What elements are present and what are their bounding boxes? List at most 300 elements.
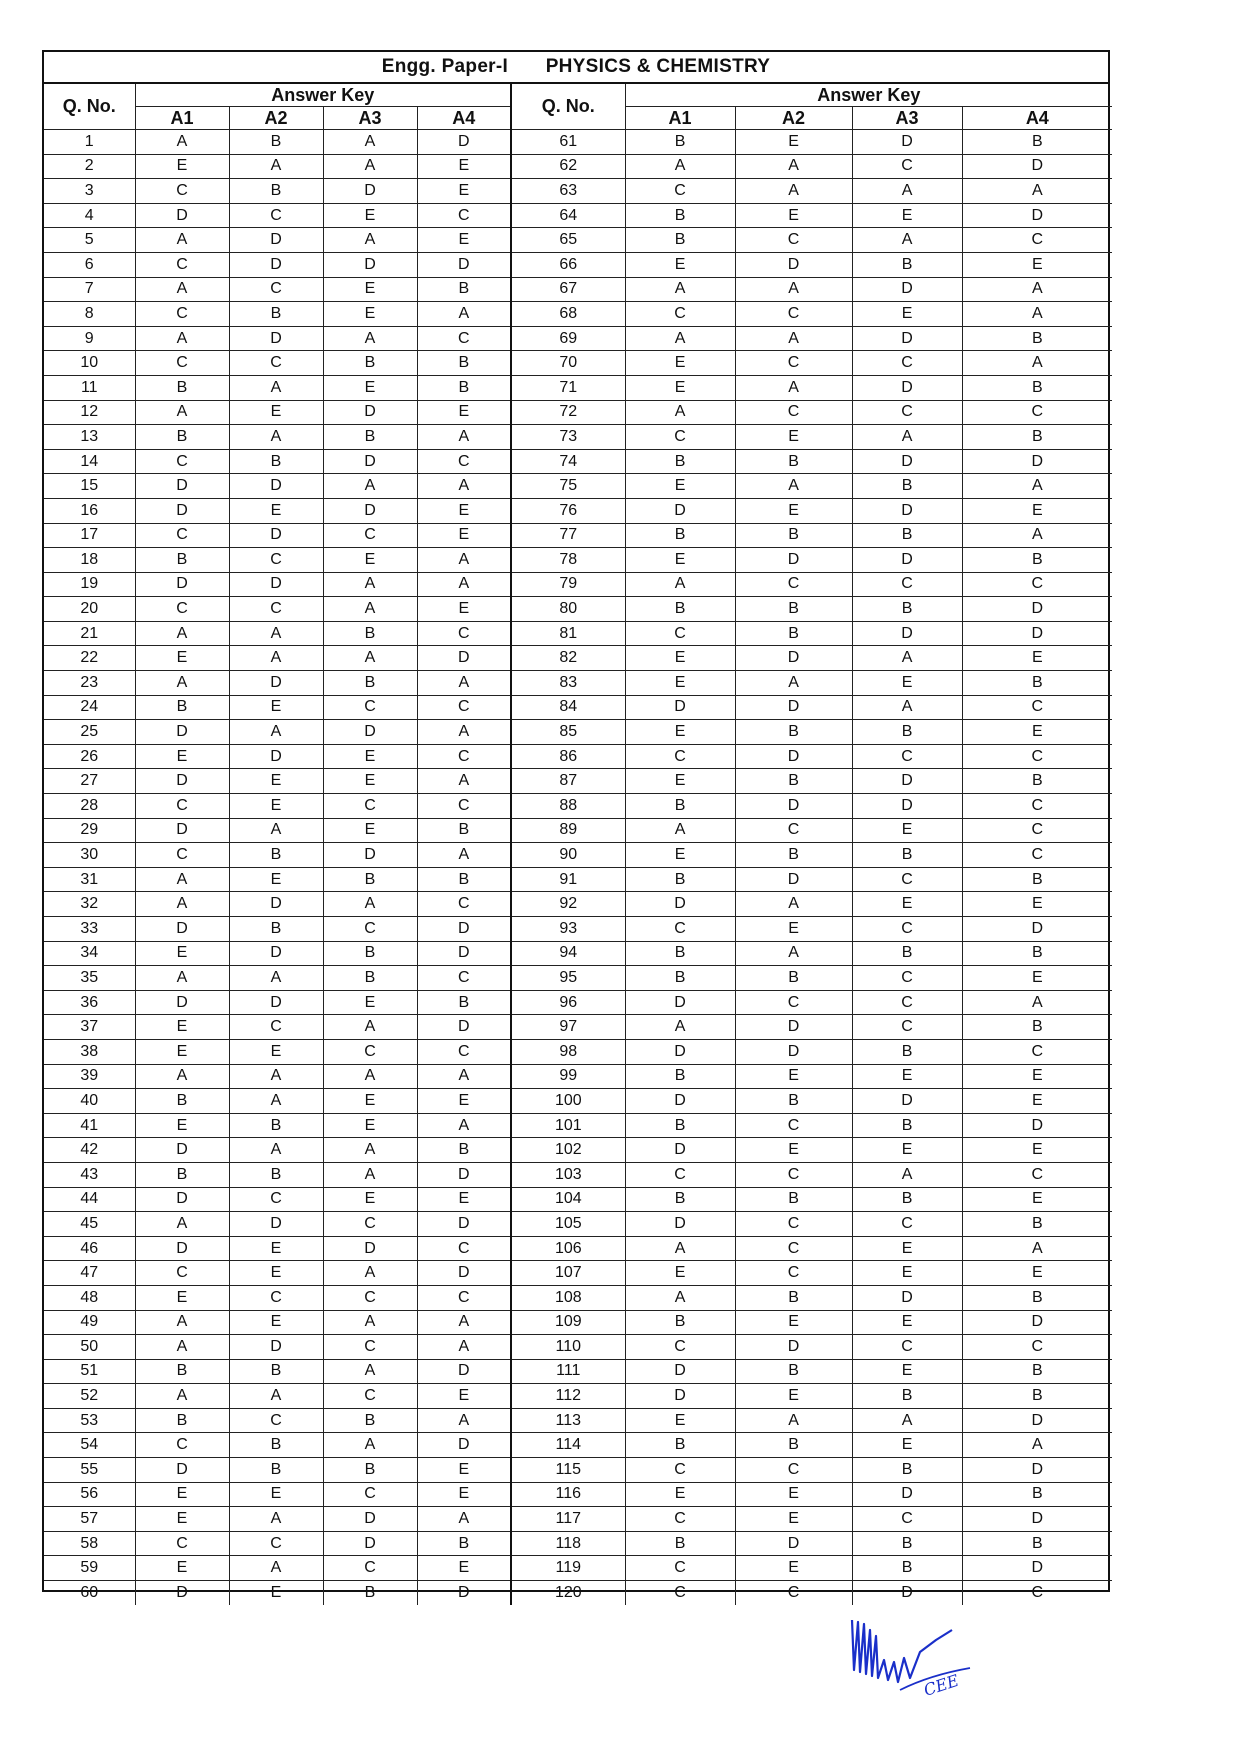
answer-a1: C [135,449,229,474]
answer-a3: A [323,1359,417,1384]
answer-a3: C [323,1335,417,1360]
answer-a4: E [417,1384,511,1409]
answer-a3: B [323,351,417,376]
question-number: 95 [511,966,625,991]
answer-a1: A [135,228,229,253]
answer-a2: C [735,1212,852,1237]
answer-a1: C [625,621,735,646]
question-number: 52 [44,1384,135,1409]
question-number: 101 [511,1113,625,1138]
answer-a3: E [323,548,417,573]
answer-a4: D [962,597,1112,622]
answer-a4: C [962,1162,1112,1187]
answer-a4: B [962,941,1112,966]
answer-a2: B [229,130,323,155]
table-row [44,179,1112,204]
signature-stroke [852,1620,952,1682]
answer-a4: D [962,154,1112,179]
question-number: 11 [44,375,135,400]
answer-a1: A [135,400,229,425]
question-number: 74 [511,449,625,474]
question-number: 62 [511,154,625,179]
answer-a1: B [135,1089,229,1114]
answer-a4: E [962,1089,1112,1114]
answer-a4: A [417,474,511,499]
answer-a2: D [735,867,852,892]
question-number: 92 [511,892,625,917]
answer-a2: D [229,892,323,917]
question-number: 23 [44,671,135,696]
question-number: 10 [44,351,135,376]
answer-a3: B [323,1408,417,1433]
answer-a4: C [962,695,1112,720]
answer-a2: B [735,1433,852,1458]
answer-a3: E [852,1236,962,1261]
answer-a1: B [135,1359,229,1384]
answer-a1: E [135,1482,229,1507]
answer-a1: A [625,1236,735,1261]
table-row [44,498,1112,523]
question-number: 28 [44,794,135,819]
answer-a2: D [229,1212,323,1237]
answer-a2: B [735,1359,852,1384]
answer-a1: D [135,990,229,1015]
answer-a2: B [735,843,852,868]
answer-a3: D [852,498,962,523]
answer-a2: C [229,203,323,228]
answer-a2: B [229,449,323,474]
answer-a3: B [852,252,962,277]
table-row [44,400,1112,425]
answer-a2: D [229,572,323,597]
answer-a4: C [962,843,1112,868]
answer-a2: C [229,1187,323,1212]
question-number: 87 [511,769,625,794]
answer-a1: A [625,326,735,351]
answer-a3: D [852,375,962,400]
table-row [44,671,1112,696]
answer-a4: D [417,941,511,966]
answer-a3: A [852,179,962,204]
answer-a4: B [962,425,1112,450]
table-row [44,818,1112,843]
answer-a2: A [229,621,323,646]
answer-a3: C [852,917,962,942]
question-number: 89 [511,818,625,843]
table-row [44,867,1112,892]
answer-key-sheet [42,50,1110,1601]
answer-a4: A [962,179,1112,204]
answer-a1: B [135,695,229,720]
answer-a4: D [417,917,511,942]
table-row [44,794,1112,819]
answer-a4: D [962,1507,1112,1532]
question-number: 4 [44,203,135,228]
answer-key-header-left: Answer Key [135,84,511,107]
question-number: 104 [511,1187,625,1212]
answer-a1: D [135,498,229,523]
answer-a1: E [135,1039,229,1064]
question-number: 93 [511,917,625,942]
table-row [44,1507,1112,1532]
answer-a1: C [135,843,229,868]
answer-a3: D [323,449,417,474]
answer-a1: B [625,597,735,622]
table-row [44,1089,1112,1114]
answer-a3: E [323,1113,417,1138]
answer-a3: E [323,1089,417,1114]
answer-a4: C [417,326,511,351]
answer-a4: C [417,1236,511,1261]
answer-a2: C [735,1261,852,1286]
answer-a2: E [229,400,323,425]
answer-a3: B [323,425,417,450]
answer-a3: C [852,1015,962,1040]
answer-a3: E [852,1359,962,1384]
answer-a3: E [852,302,962,327]
answer-a3: C [323,523,417,548]
answer-a2: D [229,523,323,548]
answer-a2: B [735,1285,852,1310]
answer-a1: E [625,1261,735,1286]
answer-a1: E [135,1556,229,1581]
answer-a4: C [962,400,1112,425]
table-row [44,1408,1112,1433]
answer-a2: D [735,1039,852,1064]
answer-a1: C [135,252,229,277]
answer-a4: E [962,646,1112,671]
answer-a4: D [417,1212,511,1237]
table-row [44,1162,1112,1187]
answer-a1: D [135,769,229,794]
answer-a2: D [229,326,323,351]
answer-a2: D [735,1335,852,1360]
question-number: 78 [511,548,625,573]
answer-a3: D [323,498,417,523]
answer-a4: B [962,1531,1112,1556]
answer-a4: E [417,1556,511,1581]
answer-a2: A [735,941,852,966]
answer-a2: D [735,1015,852,1040]
answer-a1: D [625,1212,735,1237]
answer-key-table [44,84,1112,1605]
table-row [44,1359,1112,1384]
question-number: 56 [44,1482,135,1507]
answer-a1: A [135,1335,229,1360]
question-number: 61 [511,130,625,155]
answer-a1: E [135,1015,229,1040]
answer-a2: A [735,375,852,400]
answer-a2: C [735,572,852,597]
answer-a4: D [962,1556,1112,1581]
answer-a2: D [229,1335,323,1360]
answer-a4: C [417,744,511,769]
answer-a2: E [229,769,323,794]
answer-a4: B [417,818,511,843]
answer-a3: A [323,326,417,351]
answer-a3: A [852,1408,962,1433]
set-header-a2: A2 [735,107,852,130]
answer-a3: E [852,818,962,843]
question-number: 44 [44,1187,135,1212]
question-number: 85 [511,720,625,745]
answer-a3: D [852,1285,962,1310]
answer-a1: A [135,1064,229,1089]
answer-a3: E [852,203,962,228]
answer-a2: E [735,1138,852,1163]
question-number: 29 [44,818,135,843]
answer-a3: C [852,867,962,892]
answer-a2: D [735,695,852,720]
answer-a3: D [323,1531,417,1556]
answer-a2: A [735,154,852,179]
answer-a2: B [229,179,323,204]
answer-a2: C [735,351,852,376]
table-row [44,1187,1112,1212]
answer-a1: D [135,1458,229,1483]
answer-a3: D [323,843,417,868]
answer-a4: A [417,1310,511,1335]
answer-a3: B [852,1556,962,1581]
answer-a1: C [135,302,229,327]
answer-a4: A [417,1507,511,1532]
answer-a2: B [735,597,852,622]
paper-label: Engg. Paper-I [381,56,509,77]
answer-a4: B [962,548,1112,573]
answer-a4: D [417,646,511,671]
answer-a1: D [135,917,229,942]
answer-a1: E [135,646,229,671]
answer-a1: A [625,277,735,302]
answer-a3: B [852,1113,962,1138]
answer-a1: C [135,179,229,204]
answer-a2: D [229,474,323,499]
question-number: 116 [511,1482,625,1507]
answer-a4: E [417,400,511,425]
question-number: 106 [511,1236,625,1261]
answer-a3: E [323,818,417,843]
question-number: 16 [44,498,135,523]
question-number: 86 [511,744,625,769]
answer-a1: B [625,130,735,155]
page-title [44,52,1108,84]
answer-a2: E [229,1310,323,1335]
question-number: 26 [44,744,135,769]
question-number: 17 [44,523,135,548]
answer-a1: A [625,818,735,843]
answer-a4: B [962,130,1112,155]
question-number: 55 [44,1458,135,1483]
answer-a3: A [323,1064,417,1089]
answer-a3: E [323,990,417,1015]
answer-a4: E [962,966,1112,991]
answer-a3: B [852,1039,962,1064]
answer-a4: E [417,1458,511,1483]
answer-a1: D [135,818,229,843]
answer-a2: B [229,302,323,327]
answer-a2: C [735,302,852,327]
question-number: 7 [44,277,135,302]
answer-a2: E [229,1581,323,1605]
answer-a3: C [852,1507,962,1532]
answer-a4: D [417,252,511,277]
answer-a2: A [229,1507,323,1532]
answer-a1: C [625,1556,735,1581]
table-row [44,474,1112,499]
answer-a3: C [323,1556,417,1581]
answer-a1: B [625,203,735,228]
question-number: 67 [511,277,625,302]
answer-a4: E [962,1187,1112,1212]
answer-a4: A [962,990,1112,1015]
answer-a4: C [962,228,1112,253]
answer-a4: A [417,548,511,573]
question-number: 35 [44,966,135,991]
answer-a1: A [135,1384,229,1409]
answer-a4: B [962,1285,1112,1310]
answer-a2: A [229,818,323,843]
answer-a1: B [625,523,735,548]
answer-a3: D [852,326,962,351]
answer-a1: B [625,1113,735,1138]
answer-a3: B [852,523,962,548]
answer-a1: D [135,572,229,597]
answer-a4: B [417,1138,511,1163]
answer-a4: E [417,228,511,253]
answer-a1: C [625,1581,735,1605]
answer-a4: B [962,326,1112,351]
answer-a4: D [962,1113,1112,1138]
answer-a2: C [229,597,323,622]
question-number: 1 [44,130,135,155]
answer-a1: E [625,351,735,376]
answer-a1: B [625,941,735,966]
question-number: 45 [44,1212,135,1237]
answer-a2: C [735,1458,852,1483]
question-number: 46 [44,1236,135,1261]
answer-a4: A [417,425,511,450]
answer-a1: B [625,1531,735,1556]
answer-a4: C [417,449,511,474]
answer-a2: A [229,966,323,991]
answer-a4: A [962,277,1112,302]
answer-a3: C [852,966,962,991]
question-number: 81 [511,621,625,646]
question-number: 80 [511,597,625,622]
answer-a1: B [135,1162,229,1187]
answer-a1: E [625,375,735,400]
answer-a3: E [323,203,417,228]
answer-a2: D [229,941,323,966]
question-number: 40 [44,1089,135,1114]
answer-a4: E [417,1089,511,1114]
question-number: 84 [511,695,625,720]
table-row [44,695,1112,720]
answer-a4: E [962,892,1112,917]
answer-a2: A [229,154,323,179]
question-number: 118 [511,1531,625,1556]
table-row [44,1433,1112,1458]
answer-a2: C [229,548,323,573]
answer-a4: D [962,621,1112,646]
answer-a3: A [323,474,417,499]
answer-a4: D [417,1162,511,1187]
answer-a1: C [625,179,735,204]
question-number: 111 [511,1359,625,1384]
answer-a3: B [852,474,962,499]
answer-a1: C [625,917,735,942]
question-number: 34 [44,941,135,966]
question-number: 30 [44,843,135,868]
answer-a1: D [135,1187,229,1212]
question-number: 77 [511,523,625,548]
answer-a4: A [962,1236,1112,1261]
answer-a3: D [852,1482,962,1507]
table-row [44,252,1112,277]
answer-a2: D [735,744,852,769]
answer-a1: C [135,794,229,819]
answer-a4: E [962,498,1112,523]
question-number: 37 [44,1015,135,1040]
answer-a3: B [852,1531,962,1556]
answer-a3: D [323,1507,417,1532]
question-number: 3 [44,179,135,204]
answer-a2: B [735,621,852,646]
answer-a1: B [625,449,735,474]
question-number: 71 [511,375,625,400]
answer-a1: C [625,1458,735,1483]
answer-a2: C [735,1581,852,1605]
answer-a1: B [135,548,229,573]
answer-a4: D [962,1408,1112,1433]
answer-a3: E [323,769,417,794]
answer-a1: B [625,228,735,253]
answer-a1: A [625,1015,735,1040]
table-row [44,843,1112,868]
answer-a2: A [229,1138,323,1163]
table-row [44,228,1112,253]
answer-a3: E [323,375,417,400]
answer-a2: E [735,1556,852,1581]
qno-header-left: Q. No. [44,84,135,130]
table-row [44,1113,1112,1138]
question-number: 8 [44,302,135,327]
answer-a4: C [962,1581,1112,1605]
answer-a3: C [852,400,962,425]
answer-a2: B [735,523,852,548]
question-number: 43 [44,1162,135,1187]
question-number: 38 [44,1039,135,1064]
answer-a1: B [625,966,735,991]
question-number: 100 [511,1089,625,1114]
answer-a2: E [229,1039,323,1064]
answer-a2: E [229,794,323,819]
answer-a1: E [135,154,229,179]
question-number: 18 [44,548,135,573]
answer-a2: A [735,474,852,499]
answer-a1: E [625,671,735,696]
question-number: 79 [511,572,625,597]
answer-a4: B [417,375,511,400]
answer-a2: A [229,720,323,745]
question-number: 73 [511,425,625,450]
answer-a4: E [417,498,511,523]
answer-a1: C [135,523,229,548]
answer-a2: B [735,449,852,474]
table-row [44,548,1112,573]
answer-a1: C [625,425,735,450]
answer-a3: A [323,1261,417,1286]
